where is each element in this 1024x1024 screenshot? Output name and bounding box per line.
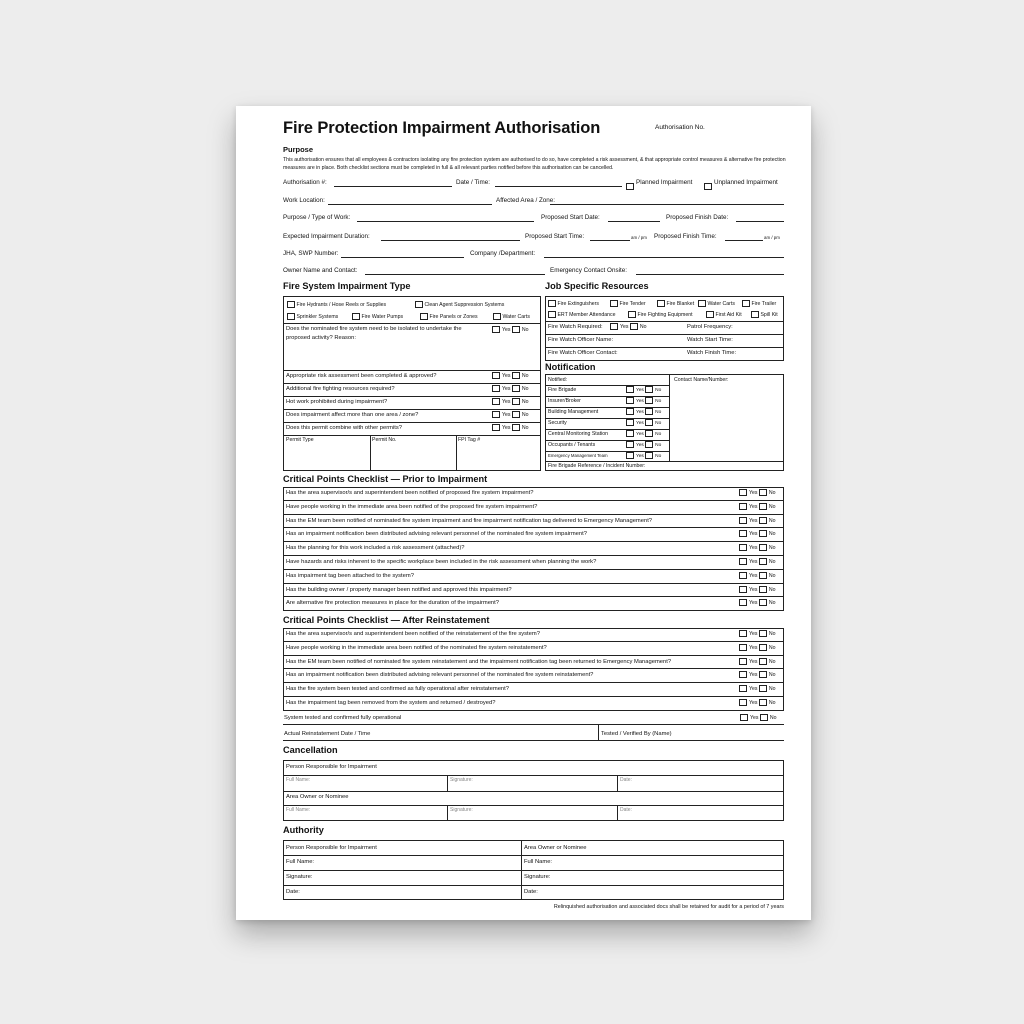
fire-brigade-no-label: No [655, 387, 662, 393]
company-label: Company /Department: [470, 250, 536, 257]
fire-hydrants-label: Fire Hydrants / Hose Reels or Supplies [296, 301, 387, 308]
cancel-full-name-1-label: Full Name: [286, 777, 311, 783]
prior-q3-yes-checkbox[interactable] [739, 517, 747, 524]
after-q1-no-checkbox[interactable] [759, 630, 767, 637]
cancel-date-1-label: Date: [620, 777, 632, 783]
after-q1-no-label: No [768, 630, 776, 637]
after-row-1 [283, 628, 784, 642]
jsr-table [545, 296, 784, 361]
prior-q5-yes-label: Yes [749, 545, 758, 552]
watch-start-label: Watch Start Time: [687, 337, 733, 343]
after-q5-no-checkbox[interactable] [759, 685, 767, 692]
fsit-question-1: Appropriate risk assessment been completed & approved? [286, 373, 437, 379]
prior-question-5: Has the planning for this work included a risk assessment (attached)? [286, 545, 465, 552]
cancel-date-2-label: Date: [620, 807, 632, 813]
prior-q3-no-checkbox[interactable] [759, 517, 767, 524]
after-question-4: Has an impairment notification been distributed advising relevant personnel of the nominated fire system reinstatement? [286, 672, 594, 679]
water-carts-type-label: Water Carts [502, 313, 530, 320]
prior-q7-no-label: No [768, 572, 776, 579]
building-mgmt-yes-label: Yes [636, 409, 644, 415]
prior-q9-yes-label: Yes [749, 600, 758, 607]
cancellation-table [283, 760, 784, 821]
isolate-yes-checkbox[interactable] [492, 326, 500, 333]
proposed-start-time-label: Proposed Start Time: [525, 233, 585, 240]
after-q1-yes-checkbox[interactable] [739, 630, 747, 637]
occupants-yes-checkbox[interactable] [626, 441, 634, 448]
central-monitoring-no-label: No [655, 431, 662, 437]
fsit-question-2: Additional fire fighting resources required? [286, 386, 395, 392]
fire-watch-no-checkbox[interactable] [630, 323, 638, 330]
planned-impairment-label: Planned Impairment [636, 179, 693, 186]
after-q2-no-label: No [768, 644, 776, 651]
prior-q8-no-checkbox[interactable] [759, 586, 767, 593]
fsit-q3-no-label: No [521, 398, 529, 405]
date-time-label: Date / Time: [456, 179, 490, 186]
fire-tender-checkbox[interactable] [610, 300, 618, 307]
finish-ampm-label: am / pm [764, 235, 780, 240]
fire-extinguishers-label: Fire Extinguishers [557, 300, 599, 307]
prior-row-3 [283, 515, 784, 529]
purpose-heading: Purpose [283, 145, 314, 154]
system-tested-no-checkbox[interactable] [760, 714, 768, 721]
building-mgmt-no-checkbox[interactable] [645, 408, 653, 415]
permit-type-label: Permit Type [286, 437, 314, 443]
spill-kit-label: Spill Kit [760, 311, 778, 318]
security-no-checkbox[interactable] [645, 419, 653, 426]
after-q5-yes-checkbox[interactable] [739, 685, 747, 692]
officer-name-label: Fire Watch Officer Name: [548, 337, 614, 343]
fpi-tag-label: FPI Tag # [458, 437, 481, 443]
form-title: Fire Protection Impairment Authorisation [283, 119, 601, 137]
actual-reinstatement-label: Actual Reinstatement Date / Time [284, 731, 371, 737]
emt-yes-label: Yes [636, 453, 644, 459]
fsit-q4-no-checkbox[interactable] [512, 411, 520, 418]
after-q3-no-label: No [768, 658, 776, 665]
isolate-yes-label: Yes [502, 326, 511, 333]
prior-q1-yes-label: Yes [749, 489, 758, 496]
party-insurer: Insurer/Broker [548, 398, 581, 404]
fsit-q2-yes-label: Yes [502, 385, 511, 392]
sprinkler-checkbox[interactable] [287, 313, 295, 320]
fire-water-pumps-checkbox[interactable] [352, 313, 360, 320]
after-row-6 [283, 697, 784, 711]
prior-question-7: Has impairment tag been attached to the system? [286, 572, 414, 579]
after-question-5: Has the fire system been tested and confirmed as fully operational after reinstatement? [286, 686, 509, 693]
after-heading: Critical Points Checklist — After Reinstatement [283, 615, 490, 625]
fsit-q4-yes-label: Yes [502, 411, 511, 418]
fire-watch-required-label: Fire Watch Required: [548, 324, 603, 330]
after-q4-yes-label: Yes [749, 672, 758, 679]
proposed-start-date-field[interactable] [608, 214, 660, 222]
prior-q8-no-label: No [768, 586, 776, 593]
cancel-signature-2-label: Signature: [450, 807, 473, 813]
prior-q6-yes-checkbox[interactable] [739, 558, 747, 565]
after-q1-yes-label: Yes [749, 630, 758, 637]
prior-heading: Critical Points Checklist — Prior to Impairment [283, 474, 488, 484]
after-row-5 [283, 683, 784, 697]
emt-yes-checkbox[interactable] [626, 452, 634, 459]
insurer-yes-checkbox[interactable] [626, 397, 634, 404]
prior-q5-yes-checkbox[interactable] [739, 544, 747, 551]
after-q6-no-checkbox[interactable] [759, 699, 767, 706]
after-q2-yes-label: Yes [749, 644, 758, 651]
fsit-question-3: Hot work prohibited during impairment? [286, 399, 388, 405]
company-field[interactable] [544, 250, 784, 258]
fire-fighting-equipment-label: Fire Fighting Equipment [637, 311, 693, 318]
insurer-no-label: No [655, 398, 662, 404]
fire-fighting-equipment-checkbox[interactable] [628, 311, 636, 318]
proposed-finish-time-label: Proposed Finish Time: [654, 233, 717, 240]
fire-brigade-yes-checkbox[interactable] [626, 386, 634, 393]
purpose-type-field[interactable] [357, 214, 534, 222]
authorisation-number-field[interactable] [334, 179, 452, 187]
auth-full-name-1-label: Full Name: [286, 859, 315, 865]
water-carts-type-checkbox[interactable] [493, 313, 501, 320]
fsit-q5-yes-label: Yes [502, 424, 511, 431]
insurer-yes-label: Yes [636, 398, 644, 404]
prior-q7-yes-checkbox[interactable] [739, 572, 747, 579]
after-question-1: Has the area supervisor/s and superintendent been notified of the reinstatement of the fire system? [286, 631, 540, 637]
unplanned-impairment-checkbox[interactable] [704, 183, 712, 190]
proposed-finish-date-field[interactable] [736, 214, 784, 222]
after-question-2: Have people working in the immediate area been notified of the nominated fire system reinstatement? [286, 644, 547, 651]
system-tested-label: System tested and confirmed fully operational [284, 715, 402, 721]
fsit-q1-yes-label: Yes [502, 372, 511, 379]
first-aid-kit-label: First Aid Kit [715, 311, 742, 318]
prior-q9-no-checkbox[interactable] [759, 599, 767, 606]
party-security: Security [548, 420, 567, 426]
planned-impairment-checkbox[interactable] [626, 183, 634, 190]
isolate-no-label: No [521, 326, 529, 333]
affected-area-label: Affected Area / Zone: [496, 197, 556, 204]
fire-brigade-yes-label: Yes [636, 387, 644, 393]
fire-watch-yes-label: Yes [620, 323, 629, 330]
party-emergency-management: Emergency Management Team [548, 453, 608, 458]
after-q4-no-label: No [768, 672, 776, 679]
fsit-q3-yes-label: Yes [502, 398, 511, 405]
after-question-6: Has the impairment tag been removed from the system and returned / destroyed? [286, 700, 496, 706]
prior-q7-no-checkbox[interactable] [759, 572, 767, 579]
prior-question-3: Has the EM team been notified of nominated fire system impairment and fire impairment notification tag delivered to Emergency Management? [286, 517, 653, 524]
notified-label: Notified: [548, 377, 568, 383]
prior-q3-yes-label: Yes [749, 517, 758, 524]
after-q4-yes-checkbox[interactable] [739, 671, 747, 678]
jsr-heading: Job Specific Resources [545, 281, 649, 291]
authorisation-number-label: Authorisation #: [283, 179, 327, 186]
jha-label: JHA, SWP Number: [283, 250, 339, 257]
central-monitoring-yes-checkbox[interactable] [626, 430, 634, 437]
after-q5-yes-label: Yes [749, 686, 758, 693]
fire-water-pumps-label: Fire Water Pumps [361, 313, 404, 320]
notification-table [545, 374, 784, 471]
prior-q4-no-checkbox[interactable] [759, 530, 767, 537]
occupants-no-label: No [655, 442, 662, 448]
auth-signature-2-label: Signature: [524, 874, 551, 880]
affected-area-field[interactable] [550, 197, 784, 205]
prior-question-8: Has the building owner / property manager been notified and approved this impairment? [286, 586, 512, 593]
purpose-text: This authorisation ensures that all employees & contractors isolating any fire protection system are authorised to do so, have completed a risk assessment, & that appropriate control measures & alternative fire protection measures are in place. Both checklist sections must be completed in full & all relevant parties notified before this authorisation can be cancelled. [283, 157, 786, 171]
security-yes-checkbox[interactable] [626, 419, 634, 426]
work-location-label: Work Location: [283, 197, 325, 204]
prior-question-6: Have hazards and risks inherent to the specific workplace been included in the risk assessment when planning the work? [286, 559, 597, 565]
fsit-heading: Fire System Impairment Type [283, 281, 411, 291]
auth-signature-1-label: Signature: [286, 874, 313, 880]
permit-no-label: Permit No. [372, 437, 397, 443]
fsit-q3-yes-checkbox[interactable] [492, 398, 500, 405]
prior-q4-yes-checkbox[interactable] [739, 530, 747, 537]
building-mgmt-no-label: No [655, 409, 662, 415]
prior-q6-no-checkbox[interactable] [759, 558, 767, 565]
prior-q7-yes-label: Yes [749, 572, 758, 579]
authority-table [283, 840, 784, 900]
fire-extinguishers-checkbox[interactable] [548, 300, 556, 307]
building-mgmt-yes-checkbox[interactable] [626, 408, 634, 415]
after-q3-no-checkbox[interactable] [759, 658, 767, 665]
cancellation-heading: Cancellation [283, 745, 338, 755]
prior-row-9 [283, 597, 784, 611]
fire-brigade-reference-label: Fire Brigade Reference / Incident Number: [548, 463, 646, 469]
date-time-field[interactable] [495, 179, 622, 187]
emt-no-label: No [655, 453, 662, 459]
prior-q2-no-checkbox[interactable] [759, 503, 767, 510]
auth-full-name-2-label: Full Name: [524, 859, 553, 865]
prior-row-8 [283, 584, 784, 598]
purpose-type-label: Purpose / Type of Work: [283, 214, 351, 221]
after-q3-yes-checkbox[interactable] [739, 658, 747, 665]
fsit-q5-yes-checkbox[interactable] [492, 424, 500, 431]
prior-row-4 [283, 528, 784, 542]
fire-brigade-no-checkbox[interactable] [645, 386, 653, 393]
fsit-question-5: Does this permit combine with other permits? [286, 425, 402, 431]
after-q4-no-checkbox[interactable] [759, 671, 767, 678]
after-row-4 [283, 669, 784, 683]
prior-q6-no-label: No [768, 558, 776, 565]
prior-q9-no-label: No [768, 600, 776, 607]
authority-heading: Authority [283, 825, 324, 835]
prior-q1-no-label: No [768, 489, 776, 496]
isolate-no-checkbox[interactable] [512, 326, 520, 333]
prior-q4-no-label: No [768, 531, 776, 538]
proposed-finish-date-label: Proposed Finish Date: [666, 214, 729, 221]
prior-q6-yes-label: Yes [749, 558, 758, 565]
emt-no-checkbox[interactable] [645, 452, 653, 459]
prior-question-2: Have people working in the immediate area been notified of the proposed fire system impairment? [286, 503, 538, 510]
authorisation-no-label: Authorisation No. [655, 124, 705, 131]
unplanned-impairment-label: Unplanned Impairment [714, 179, 778, 186]
prior-row-2 [283, 501, 784, 515]
fsit-q2-no-checkbox[interactable] [512, 385, 520, 392]
security-yes-label: Yes [636, 420, 644, 426]
fire-hydrants-checkbox[interactable] [287, 301, 295, 308]
cancel-full-name-2-label: Full Name: [286, 807, 311, 813]
security-no-label: No [655, 420, 662, 426]
fsit-q1-no-label: No [521, 372, 529, 379]
system-tested-yes-label: Yes [750, 714, 759, 721]
prior-q5-no-label: No [768, 545, 776, 552]
system-tested-no-label: No [769, 714, 777, 721]
clean-agent-checkbox[interactable] [415, 301, 423, 308]
prior-q1-no-checkbox[interactable] [759, 489, 767, 496]
after-q6-no-label: No [768, 699, 776, 706]
fire-panels-checkbox[interactable] [420, 313, 428, 320]
prior-question-9: Are alternative fire protection measures in place for the duration of the impairment? [286, 600, 499, 607]
cancel-person-responsible-label: Person Responsible for Impairment [286, 764, 377, 770]
fire-watch-no-label: No [639, 323, 647, 330]
prior-row-7 [283, 570, 784, 584]
prior-q9-yes-checkbox[interactable] [739, 599, 747, 606]
fsit-q5-no-label: No [521, 424, 529, 431]
fsit-q1-yes-checkbox[interactable] [492, 372, 500, 379]
fire-watch-yes-checkbox[interactable] [610, 323, 618, 330]
water-carts-checkbox[interactable] [698, 300, 706, 307]
prior-q2-no-label: No [768, 503, 776, 510]
emergency-contact-field[interactable] [636, 267, 784, 275]
prior-q5-no-checkbox[interactable] [759, 544, 767, 551]
insurer-no-checkbox[interactable] [645, 397, 653, 404]
watch-finish-label: Watch Finish Time: [687, 350, 737, 356]
auth-date-2-label: Date: [524, 889, 538, 895]
cancel-area-owner-label: Area Owner or Nominee [286, 794, 349, 800]
water-carts-label: Water Carts [707, 300, 735, 307]
prior-row-6 [283, 556, 784, 570]
spill-kit-checkbox[interactable] [751, 311, 759, 318]
expected-duration-field[interactable] [381, 233, 520, 241]
after-question-3: Has the EM team been notified of nominated fire system reinstatement and the impairment notification tag been returned to Emergency Management? [286, 658, 672, 665]
first-aid-kit-checkbox[interactable] [706, 311, 714, 318]
tested-by-label: Tested / Verified By (Name) [601, 731, 672, 737]
fsit-q2-no-label: No [521, 385, 529, 392]
party-central-monitoring: Central Monitoring Station [548, 431, 608, 437]
central-monitoring-yes-label: Yes [636, 431, 644, 437]
central-monitoring-no-checkbox[interactable] [645, 430, 653, 437]
fsit-table [283, 296, 541, 471]
fsit-q4-yes-checkbox[interactable] [492, 411, 500, 418]
prior-row-5 [283, 542, 784, 556]
fire-blanket-label: Fire Blanket [666, 300, 695, 307]
fire-panels-label: Fire Panels or Zones [429, 313, 478, 320]
after-q6-yes-label: Yes [749, 699, 758, 706]
prior-q3-no-label: No [768, 517, 776, 524]
proposed-start-time-field[interactable] [590, 233, 630, 241]
party-fire-brigade: Fire Brigade [548, 387, 577, 393]
occupants-no-checkbox[interactable] [645, 441, 653, 448]
fsit-q1-no-checkbox[interactable] [512, 372, 520, 379]
ert-member-checkbox[interactable] [548, 311, 556, 318]
ert-member-label: ERT Member Attendance [557, 311, 616, 318]
contact-name-label: Contact Name/Number: [674, 377, 729, 383]
auth-person-responsible-label: Person Responsible for Impairment [286, 845, 377, 851]
owner-contact-field[interactable] [365, 267, 545, 275]
fire-tender-label: Fire Tender [619, 300, 646, 307]
occupants-yes-label: Yes [636, 442, 644, 448]
party-building-management: Building Management [548, 409, 599, 415]
prior-q2-yes-label: Yes [749, 503, 758, 510]
auth-area-owner-label: Area Owner or Nominee [524, 845, 587, 851]
after-row-2 [283, 642, 784, 656]
fire-trailer-checkbox[interactable] [742, 300, 750, 307]
officer-contact-label: Fire Watch Officer Contact: [548, 350, 618, 356]
after-q2-no-checkbox[interactable] [759, 644, 767, 651]
patrol-frequency-label: Patrol Frequency: [687, 324, 733, 330]
prior-q2-yes-checkbox[interactable] [739, 503, 747, 510]
fsit-q5-no-checkbox[interactable] [512, 424, 520, 431]
isolate-question: Does the nominated fire system need to be isolated to undertake the proposed activity? Reason: [286, 326, 462, 341]
after-q3-yes-label: Yes [749, 658, 758, 665]
fire-trailer-label: Fire Trailer [751, 300, 777, 307]
jha-field[interactable] [341, 250, 464, 258]
work-location-field[interactable] [328, 197, 492, 205]
prior-question-1: Has the area supervisor/s and superintendent been notified of proposed fire system impairment? [286, 490, 534, 496]
owner-contact-label: Owner Name and Contact: [283, 267, 358, 274]
after-q2-yes-checkbox[interactable] [739, 644, 747, 651]
form-sheet [236, 106, 811, 920]
system-tested-yes-checkbox[interactable] [740, 714, 748, 721]
footer-note: Relinquished authorisation and associated docs shall be retained for audit for a period of 7 years [553, 904, 784, 910]
cancel-signature-1-label: Signature: [450, 777, 473, 783]
emergency-contact-label: Emergency Contact Onsite: [550, 267, 627, 274]
prior-question-4: Has an impairment notification been distributed advising relevant personnel of the nominated fire system impairment? [286, 531, 587, 538]
after-row-3 [283, 656, 784, 670]
expected-duration-label: Expected Impairment Duration: [283, 233, 370, 240]
prior-row-1 [283, 487, 784, 501]
sprinkler-label: Sprinkler Systems [296, 313, 339, 320]
fsit-q4-no-label: No [521, 411, 529, 418]
clean-agent-label: Clean Agent Suppression Systems [424, 301, 505, 308]
after-q5-no-label: No [768, 686, 776, 693]
fsit-question-4: Does impairment affect more than one area / zone? [286, 412, 419, 418]
fsit-q2-yes-checkbox[interactable] [492, 385, 500, 392]
prior-q1-yes-checkbox[interactable] [739, 489, 747, 496]
prior-q8-yes-label: Yes [749, 586, 758, 593]
after-q6-yes-checkbox[interactable] [739, 699, 747, 706]
proposed-finish-time-field[interactable] [725, 233, 763, 241]
auth-date-1-label: Date: [286, 889, 300, 895]
party-occupants: Occupants / Tenants [548, 442, 596, 448]
fire-blanket-checkbox[interactable] [657, 300, 665, 307]
prior-q4-yes-label: Yes [749, 531, 758, 538]
fsit-q3-no-checkbox[interactable] [512, 398, 520, 405]
start-ampm-label: am / pm [631, 235, 647, 240]
notification-heading: Notification [545, 362, 596, 372]
prior-q8-yes-checkbox[interactable] [739, 586, 747, 593]
proposed-start-date-label: Proposed Start Date: [541, 214, 600, 221]
